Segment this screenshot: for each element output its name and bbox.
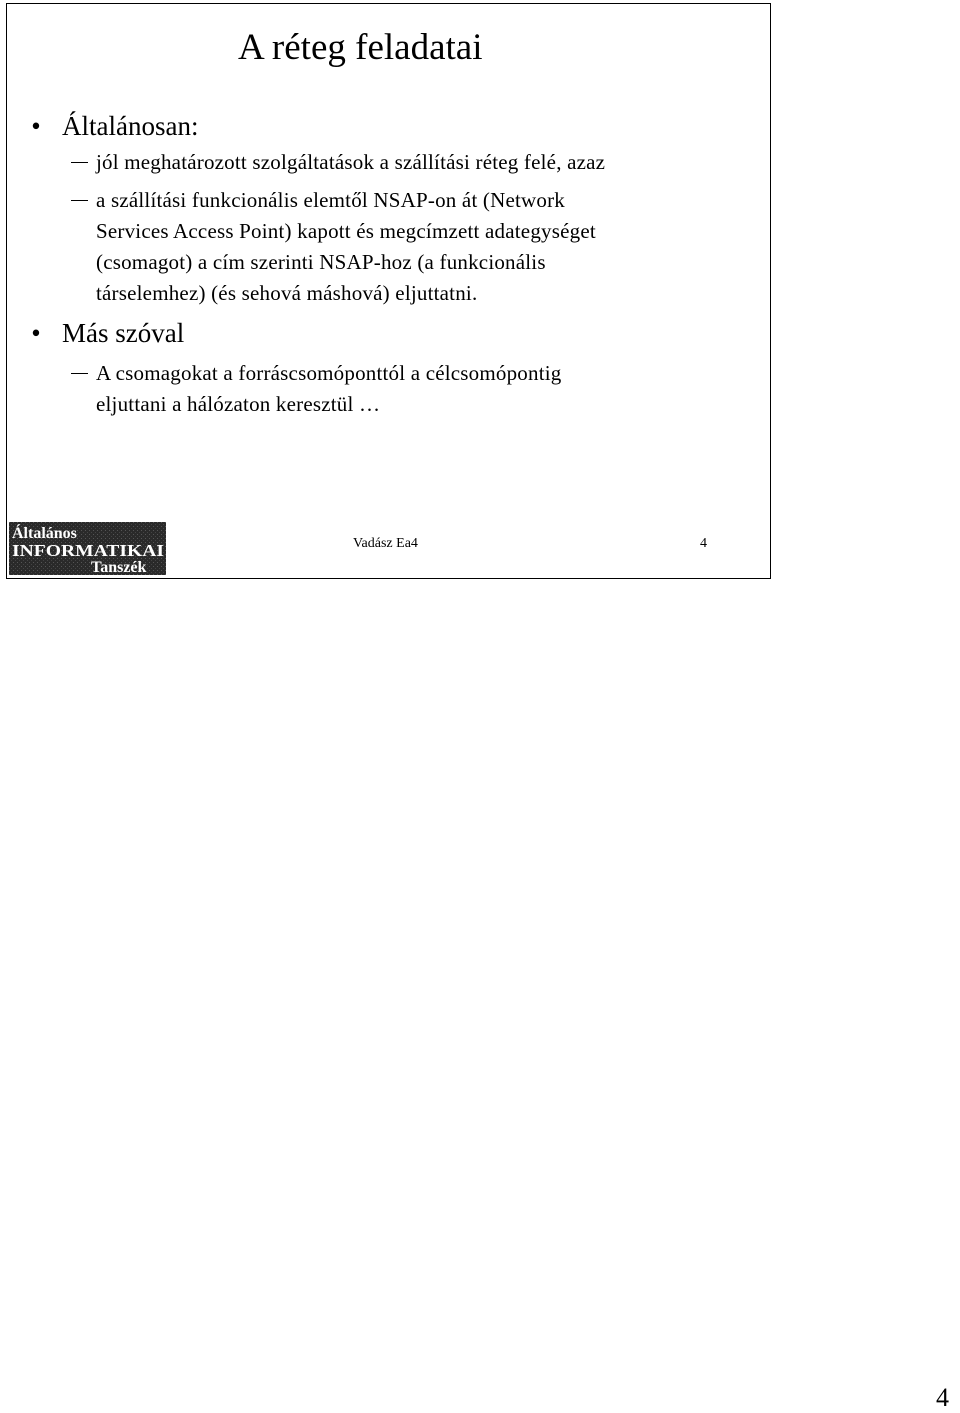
text-line: jól meghatározott szolgáltatások a szállítási réteg felé, azaz — [96, 150, 606, 174]
text-line: Services Access Point) kapott és megcímzett adategységet — [96, 219, 596, 243]
slide-frame — [6, 3, 771, 579]
text-line: eljuttani a hálózaton keresztül … — [96, 392, 381, 416]
footer-slide-number: 4 — [700, 536, 707, 551]
svg-text:Általános: Általános — [12, 525, 77, 542]
document-page-number: 4 — [936, 1383, 949, 1412]
department-logo — [9, 522, 166, 575]
text-line: (csomagot) a cím szerinti NSAP-hoz (a funkcionális — [96, 250, 546, 274]
sub-item-text — [96, 358, 561, 420]
dash-icon — [71, 162, 88, 163]
bullet-text: Általánosan: — [62, 111, 199, 141]
dash-icon — [71, 373, 88, 374]
text-line: társelemhez) (és sehová máshová) eljuttatni. — [96, 281, 478, 305]
text-line: A csomagokat a forráscsomóponttól a célcsomópontig — [96, 361, 562, 385]
bullet-dot-icon: • — [31, 111, 41, 141]
sub-item-text — [96, 185, 596, 309]
sub-item-text — [96, 147, 605, 178]
bullet-dot-icon: • — [31, 318, 41, 348]
text-line: a szállítási funkcionális elemtől NSAP-on át (Network — [96, 188, 566, 212]
svg-text:INFORMATIKAI: INFORMATIKAI — [12, 541, 165, 560]
bullet-text: Más szóval — [62, 318, 185, 348]
footer-author: Vadász Ea4 — [353, 536, 418, 551]
dash-icon — [71, 200, 88, 201]
svg-text:Tanszék: Tanszék — [91, 559, 147, 575]
slide-title: A réteg feladatai — [238, 27, 483, 68]
